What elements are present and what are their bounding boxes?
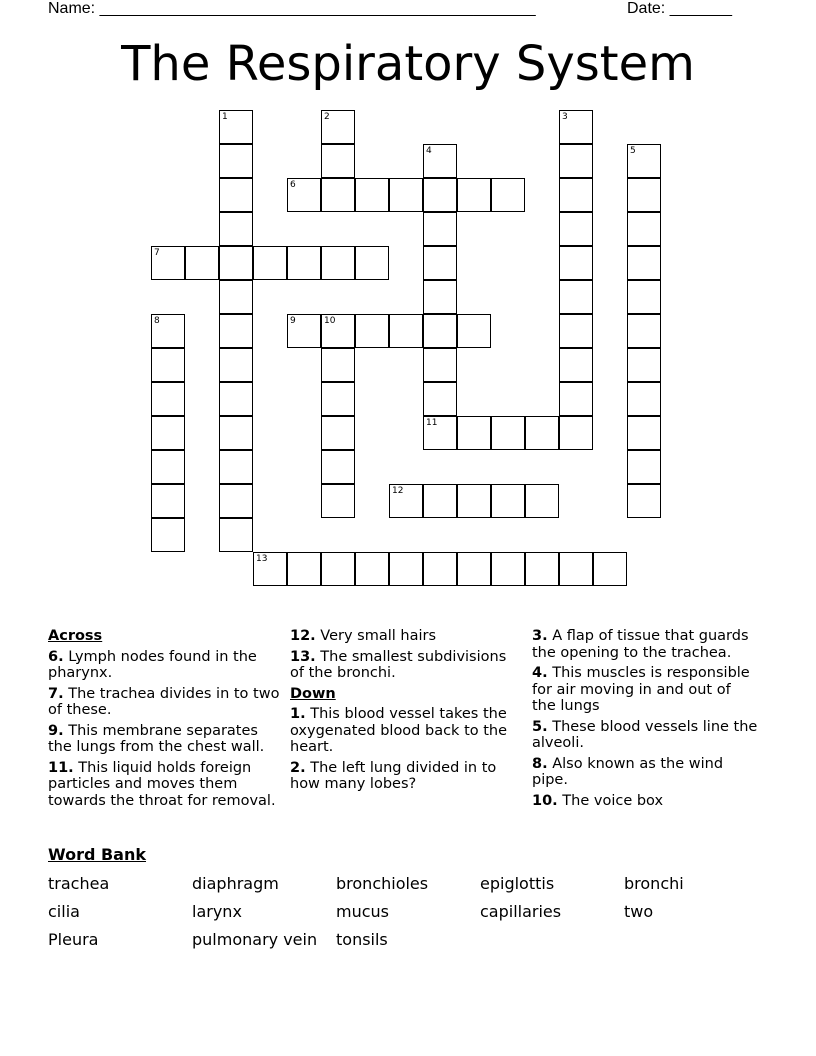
- crossword-cell[interactable]: [627, 382, 661, 416]
- crossword-cell[interactable]: [627, 416, 661, 450]
- crossword-cell[interactable]: [321, 246, 355, 280]
- clue-number: 10.: [532, 792, 558, 809]
- word-bank-item: tonsils: [336, 930, 388, 949]
- crossword-cell[interactable]: [321, 552, 355, 586]
- crossword-cell[interactable]: [525, 552, 559, 586]
- clue-across-7: [48, 686, 280, 719]
- name-label: Name:: [48, 0, 96, 17]
- clue-text: The trachea divides in to two of these.: [48, 685, 280, 718]
- across-heading: Across: [48, 628, 103, 644]
- crossword-cell[interactable]: [559, 382, 593, 416]
- crossword-cell[interactable]: [287, 552, 321, 586]
- crossword-cell[interactable]: [423, 348, 457, 382]
- crossword-cell[interactable]: [321, 348, 355, 382]
- crossword-cell[interactable]: [219, 382, 253, 416]
- crossword-cell[interactable]: [151, 416, 185, 450]
- clue-across-12: [290, 628, 522, 645]
- word-bank-item: capillaries: [480, 902, 562, 921]
- crossword-cell[interactable]: [219, 280, 253, 314]
- clue-number-label: 4: [426, 146, 432, 156]
- crossword-cell[interactable]: [253, 246, 287, 280]
- date-line: _______: [669, 0, 732, 17]
- clue-down-10: [532, 793, 758, 810]
- crossword-cell[interactable]: [321, 484, 355, 518]
- crossword-cell[interactable]: [559, 178, 593, 212]
- crossword-cell[interactable]: [559, 314, 593, 348]
- word-bank-heading: Word Bank: [48, 845, 147, 864]
- clue-number-label: 13: [256, 554, 268, 564]
- crossword-cell[interactable]: [321, 416, 355, 450]
- crossword-cell[interactable]: [253, 552, 287, 586]
- clue-number-label: 8: [154, 316, 160, 326]
- crossword-cell[interactable]: [525, 484, 559, 518]
- clue-number-label: 2: [324, 112, 330, 122]
- word-bank-item: Pleura: [48, 930, 99, 949]
- crossword-cell[interactable]: [423, 484, 457, 518]
- crossword-cell[interactable]: [627, 484, 661, 518]
- crossword-cell[interactable]: [559, 280, 593, 314]
- crossword-cell[interactable]: [491, 416, 525, 450]
- crossword-cell[interactable]: [151, 348, 185, 382]
- crossword-cell[interactable]: [627, 144, 661, 178]
- clue-number-label: 10: [324, 316, 336, 326]
- crossword-cell[interactable]: [355, 178, 389, 212]
- clues-column-3: [532, 628, 758, 813]
- crossword-cell[interactable]: [389, 484, 423, 518]
- clue-number-label: 6: [290, 180, 296, 190]
- crossword-cell[interactable]: [423, 382, 457, 416]
- crossword-cell[interactable]: [423, 246, 457, 280]
- clue-number: 13.: [290, 648, 316, 665]
- crossword-cell[interactable]: [355, 552, 389, 586]
- clue-text: This blood vessel takes the oxygenated blood back to the heart.: [290, 706, 508, 755]
- crossword-cell[interactable]: [219, 484, 253, 518]
- clue-number: 9.: [48, 722, 64, 739]
- name-line: _________________________________________________: [99, 0, 536, 17]
- clue-number-label: 5: [630, 146, 636, 156]
- clue-number-label: 1: [222, 112, 228, 122]
- clue-across-13: [290, 649, 522, 682]
- crossword-cell[interactable]: [423, 314, 457, 348]
- clue-down-5: [532, 719, 758, 752]
- crossword-cell[interactable]: [423, 552, 457, 586]
- crossword-cell[interactable]: [219, 314, 253, 348]
- word-bank-item: bronchioles: [336, 874, 429, 893]
- clue-text: Very small hairs: [320, 628, 437, 644]
- clue-across-9: [48, 723, 280, 756]
- word-bank-item: epiglottis: [480, 874, 555, 893]
- crossword-cell[interactable]: [321, 110, 355, 144]
- crossword-cell[interactable]: [151, 484, 185, 518]
- clue-number: 4.: [532, 665, 548, 681]
- clue-text: This membrane separates the lungs from the chest wall.: [48, 722, 265, 755]
- crossword-cell[interactable]: [491, 552, 525, 586]
- crossword-cell[interactable]: [389, 552, 423, 586]
- crossword-cell[interactable]: [559, 348, 593, 382]
- clue-text: Also known as the wind pipe.: [532, 755, 724, 788]
- crossword-cell[interactable]: [423, 212, 457, 246]
- crossword-cell[interactable]: [457, 178, 491, 212]
- crossword-cell[interactable]: [151, 246, 185, 280]
- clue-number: 3.: [532, 628, 548, 644]
- date-label: Date:: [627, 0, 666, 17]
- crossword-cell[interactable]: [321, 178, 355, 212]
- crossword-cell[interactable]: [559, 110, 593, 144]
- crossword-cell[interactable]: [423, 144, 457, 178]
- crossword-cell[interactable]: [219, 416, 253, 450]
- crossword-cell[interactable]: [151, 450, 185, 484]
- crossword-cell[interactable]: [219, 450, 253, 484]
- clue-number-label: 12: [392, 486, 404, 496]
- page-title: The Respiratory System: [121, 36, 695, 92]
- crossword-cell[interactable]: [525, 416, 559, 450]
- crossword-cell[interactable]: [559, 416, 593, 450]
- clue-number: 12.: [290, 628, 316, 644]
- crossword-cell[interactable]: [627, 178, 661, 212]
- clue-number-label: 9: [290, 316, 296, 326]
- crossword-cell[interactable]: [219, 144, 253, 178]
- clue-number: 8.: [532, 755, 548, 772]
- clue-text: Lymph nodes found in the pharynx.: [48, 648, 257, 681]
- word-bank-item: mucus: [336, 902, 389, 921]
- crossword-cell[interactable]: [219, 348, 253, 382]
- crossword-cell[interactable]: [151, 382, 185, 416]
- word-bank-item: trachea: [48, 874, 110, 893]
- clue-number-label: 3: [562, 112, 568, 122]
- clue-text: A flap of tissue that guards the opening to the trachea.: [532, 628, 749, 661]
- word-bank-item: diaphragm: [192, 874, 279, 893]
- crossword-cell[interactable]: [627, 280, 661, 314]
- crossword-cell[interactable]: [389, 314, 423, 348]
- clue-text: This muscles is responsible for air moving in and out of the lungs: [532, 665, 750, 714]
- clues-column-1: [48, 628, 280, 813]
- crossword-cell[interactable]: [457, 416, 491, 450]
- crossword-cell[interactable]: [219, 178, 253, 212]
- crossword-cell[interactable]: [321, 450, 355, 484]
- crossword-cell[interactable]: [219, 246, 253, 280]
- crossword-cell[interactable]: [219, 110, 253, 144]
- crossword-cell[interactable]: [559, 552, 593, 586]
- word-bank-item: bronchi: [624, 874, 684, 893]
- clue-number-label: 7: [154, 248, 160, 258]
- clue-number: 6.: [48, 648, 64, 665]
- clues-column-2: [290, 628, 522, 797]
- crossword-cell[interactable]: [219, 212, 253, 246]
- crossword-cell[interactable]: [151, 314, 185, 348]
- crossword-cell[interactable]: [287, 246, 321, 280]
- clue-number-label: 11: [426, 418, 438, 428]
- clue-number: 7.: [48, 685, 64, 702]
- clue-text: The smallest subdivisions of the bronchi.: [290, 648, 507, 681]
- crossword-cell[interactable]: [355, 246, 389, 280]
- crossword-cell[interactable]: [559, 212, 593, 246]
- crossword-cell[interactable]: [559, 246, 593, 280]
- crossword-cell[interactable]: [491, 484, 525, 518]
- word-bank-item: larynx: [192, 902, 242, 921]
- crossword-cell[interactable]: [389, 178, 423, 212]
- word-bank-item: two: [624, 902, 654, 921]
- crossword-cell[interactable]: [593, 552, 627, 586]
- clue-across-11: [48, 760, 280, 810]
- clue-down-4: [532, 665, 758, 715]
- down-heading: Down: [290, 685, 336, 702]
- clue-number: 2.: [290, 759, 306, 776]
- clue-text: These blood vessels line the alveoli.: [532, 718, 758, 751]
- crossword-cell[interactable]: [219, 518, 253, 552]
- crossword-cell[interactable]: [287, 314, 321, 348]
- clue-down-1: [290, 706, 522, 756]
- crossword-cell[interactable]: [321, 382, 355, 416]
- crossword-cell[interactable]: [627, 314, 661, 348]
- crossword-cell[interactable]: [627, 246, 661, 280]
- crossword-cell[interactable]: [627, 450, 661, 484]
- crossword-cell[interactable]: [627, 212, 661, 246]
- crossword-cell[interactable]: [287, 178, 321, 212]
- crossword-cell[interactable]: [423, 178, 457, 212]
- clue-down-3: [532, 628, 758, 661]
- crossword-cell[interactable]: [627, 348, 661, 382]
- clue-text: This liquid holds foreign particles and moves them towards the throat for removal.: [48, 759, 276, 809]
- crossword-cell[interactable]: [321, 314, 355, 348]
- crossword-cell[interactable]: [457, 552, 491, 586]
- clue-across-6: [48, 649, 280, 682]
- crossword-cell[interactable]: [185, 246, 219, 280]
- clue-down-2: [290, 760, 522, 793]
- crossword-cell[interactable]: [491, 178, 525, 212]
- clue-number: 1.: [290, 706, 306, 722]
- clue-text: The left lung divided in to how many lobes?: [290, 759, 497, 792]
- crossword-cell[interactable]: [423, 416, 457, 450]
- clue-number: 11.: [48, 759, 74, 776]
- crossword-cell[interactable]: [151, 518, 185, 552]
- word-bank-item: cilia: [48, 902, 80, 921]
- crossword-cell[interactable]: [559, 144, 593, 178]
- word-bank-item: pulmonary vein: [192, 930, 318, 949]
- clue-text: The voice box: [562, 792, 664, 809]
- crossword-cell[interactable]: [321, 144, 355, 178]
- crossword-cell[interactable]: [423, 280, 457, 314]
- crossword-cell[interactable]: [457, 314, 491, 348]
- clue-down-8: [532, 756, 758, 789]
- crossword-cell[interactable]: [355, 314, 389, 348]
- clue-number: 5.: [532, 718, 548, 735]
- crossword-cell[interactable]: [457, 484, 491, 518]
